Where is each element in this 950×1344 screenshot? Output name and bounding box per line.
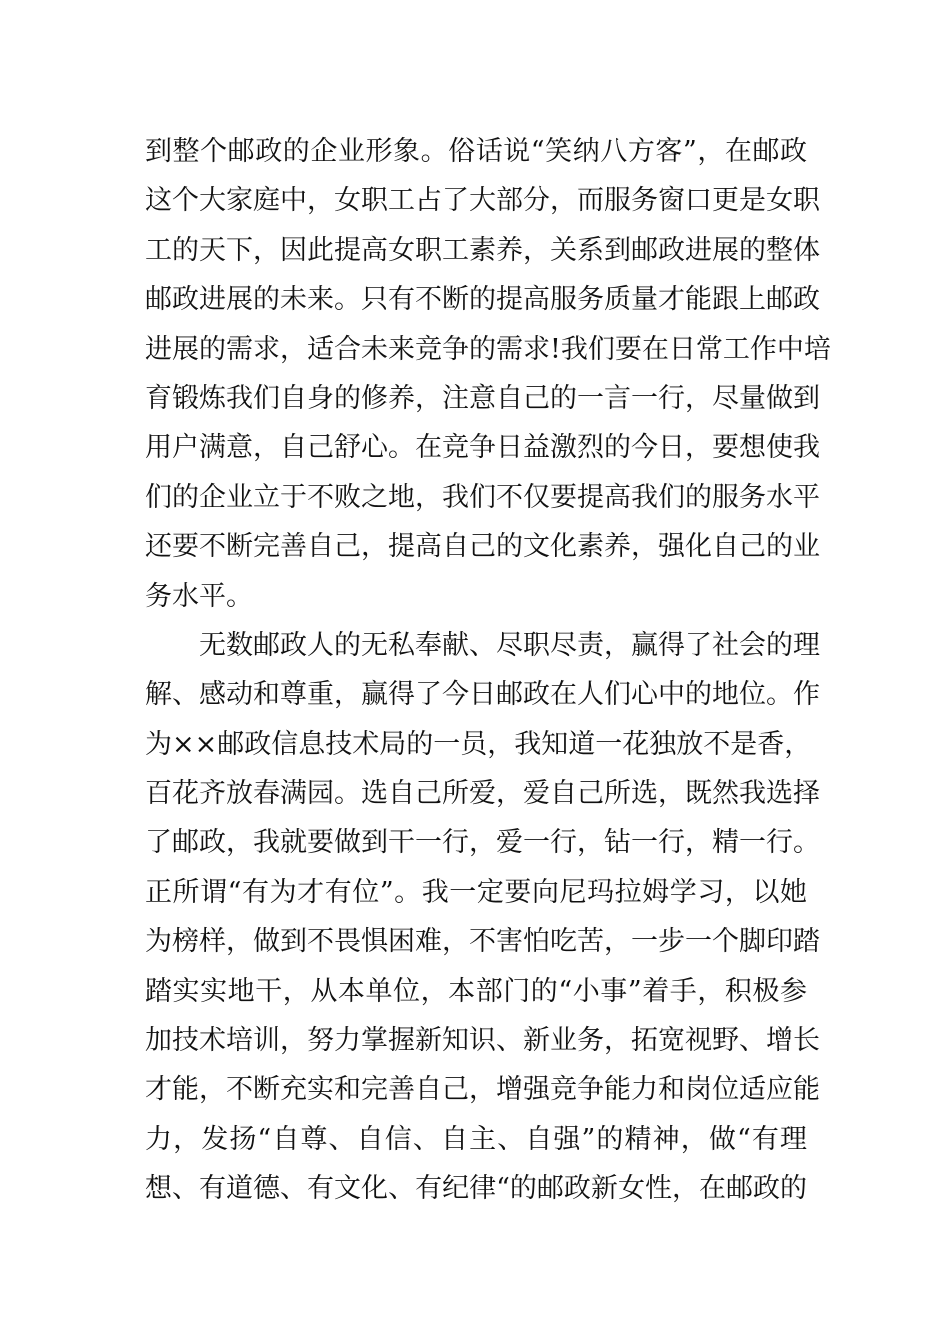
text-line: 用户满意，自己舒心。在竞争日益激烈的今日，要想使我 — [145, 432, 820, 464]
text-line: 想、有道德、有文化、有纪律“的邮政新女性，在邮政的 — [145, 1173, 807, 1205]
text-line: 们的企业立于不败之地，我们不仅要提高我们的服务水平 — [145, 481, 820, 513]
text-line: 解、感动和尊重，赢得了今日邮政在人们心中的地位。作 — [145, 679, 820, 711]
text-line: 务水平。 — [145, 580, 253, 612]
text-line: 了邮政，我就要做到干一行，爱一行，钻一行，精一行。 — [145, 827, 820, 859]
text-line: 育锻炼我们自身的修养，注意自己的一言一行，尽量做到 — [145, 382, 820, 414]
paragraph-2 — [145, 621, 820, 1214]
text-line: 百花齐放春满园。选自己所爱，爱自己所选，既然我选择 — [145, 778, 820, 810]
text-line: 为榜样，做到不畏惧困难，不害怕吃苦，一步一个脚印踏 — [145, 926, 820, 958]
text-line: 加技术培训，努力掌握新知识、新业务，拓宽视野、增长 — [145, 1025, 820, 1057]
text-line: 正所谓“有为才有位”。我一定要向尼玛拉姆学习，以她 — [145, 876, 807, 908]
text-line: 进展的需求，适合未来竞争的需求!我们要在日常工作中培 — [145, 333, 831, 365]
text-line: 无数邮政人的无私奉献、尽职尽责，赢得了社会的理 — [145, 629, 820, 661]
text-line: 工的天下，因此提高女职工素养，关系到邮政进展的整体 — [145, 234, 820, 266]
text-line: 力，发扬“自尊、自信、自主、自强”的精神，做“有理 — [145, 1123, 807, 1155]
text-line: 还要不断完善自己，提高自己的文化素养，强化自己的业 — [145, 531, 820, 563]
text-line: 这个大家庭中，女职工占了大部分，而服务窗口更是女职 — [145, 185, 820, 217]
text-line: 到整个邮政的企业形象。俗话说“笑纳八方客”，在邮政 — [145, 136, 807, 167]
text-line: 为××邮政信息技术局的一员，我知道一花独放不是香， — [145, 728, 812, 760]
body-text — [145, 127, 831, 1214]
text-line: 邮政进展的未来。只有不断的提高服务质量才能跟上邮政 — [145, 284, 820, 316]
text-line: 才能，不断充实和完善自己，增强竞争能力和岗位适应能 — [145, 1074, 820, 1106]
text-line: 踏实实地干，从本单位，本部门的“小事”着手，积极参 — [145, 975, 807, 1007]
paragraph-1 — [145, 127, 831, 621]
